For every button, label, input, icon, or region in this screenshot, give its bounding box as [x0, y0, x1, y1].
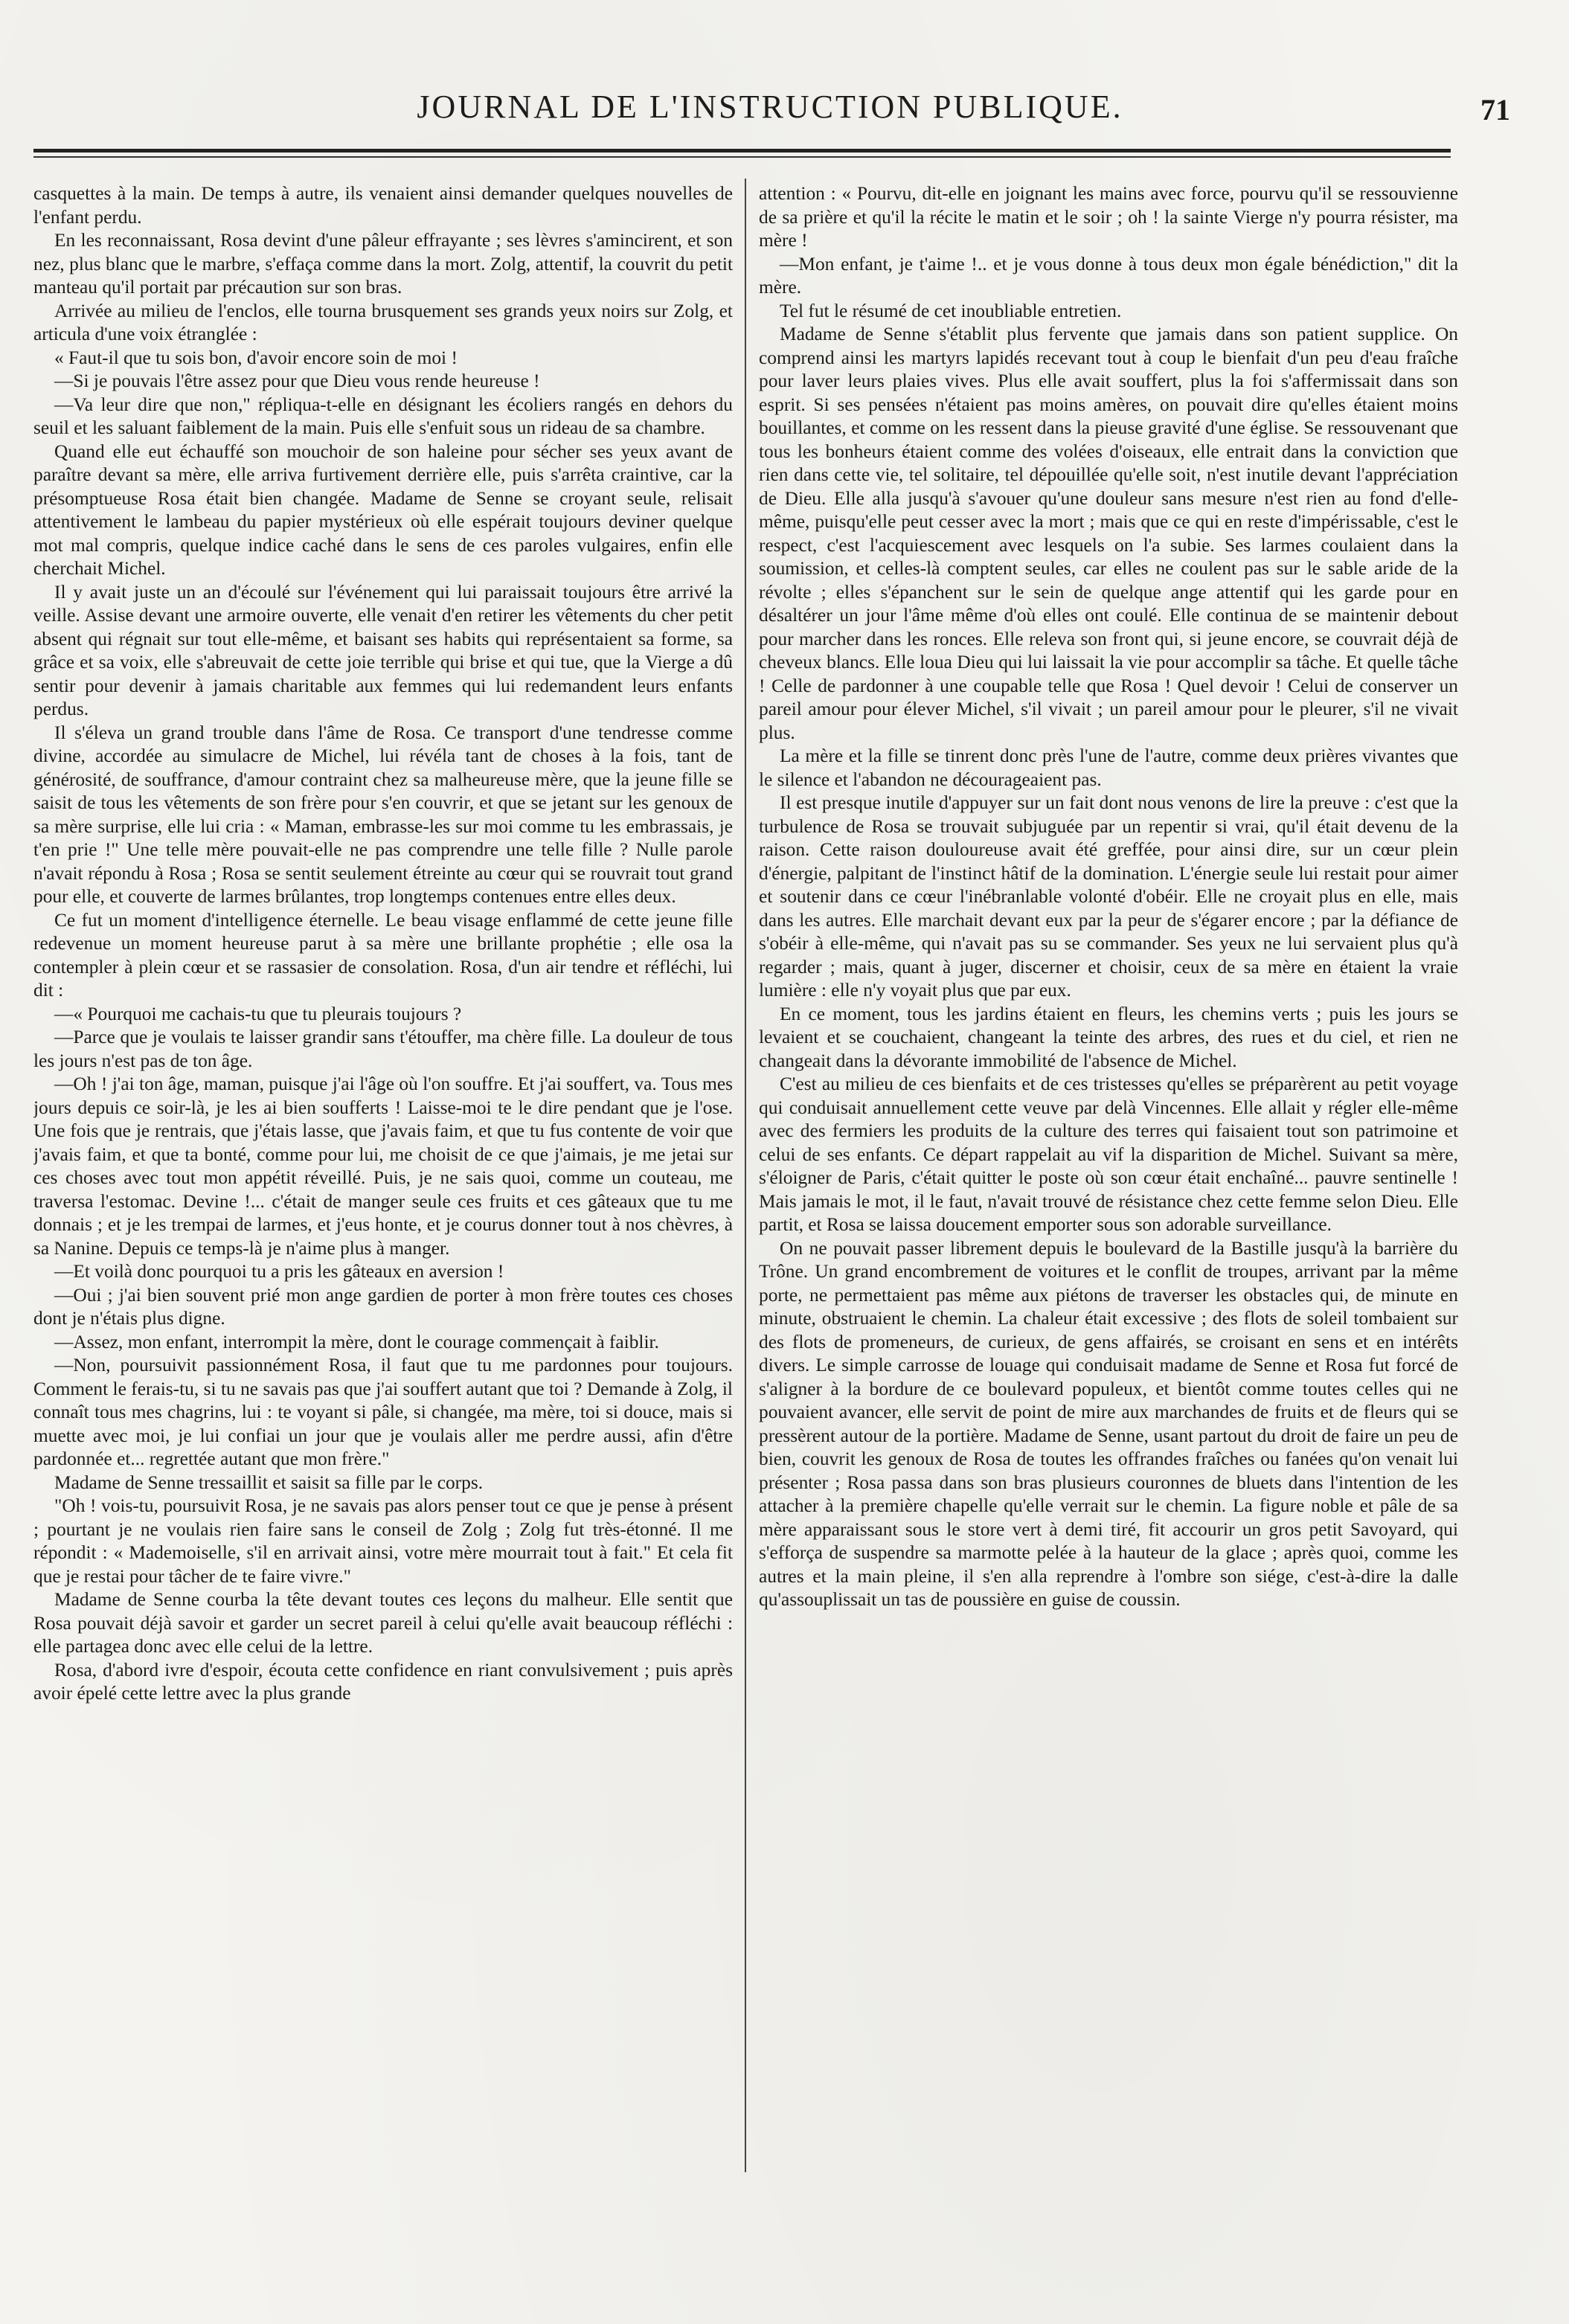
paragraph: En ce moment, tous les jardins étaient en fleurs, les chemins verts ; puis les jours se levaient et se couchaient, changeant la teinte des arbres, des rues et du ciel, et rien ne changeait dans la dévorante immobilité de l'absence de Michel. [759, 1003, 1458, 1071]
page-number: 71 [1480, 93, 1510, 126]
paragraph: —« Pourquoi me cachais-tu que tu pleurais toujours ? [54, 1003, 462, 1024]
paragraph: Il s'éleva un grand trouble dans l'âme de Rosa. Ce transport d'une tendresse comme divine, accordée au simulacre de Michel, lui révéla tant de choses à la fois, tant de générosité, de souffrance, d'amour contraint chez sa malheureuse mère, que la jeune fille se saisit de tous les vêtements de son frère pour s'en couvrir, et que se jetant sur les genoux de sa mère surprise, elle lui cria : « Maman, embrasse-les sur moi comme tu les embrassais, je t'en prie !" Une telle mère pouvait-elle ne pas comprendre une telle fille ? Nulle parole n'avait répondu à Rosa ; Rosa se sentit seulement étreinte au cœur qui se rouvrait tout grand pour elle, et couverte de larmes brûlantes, trop longtemps contenues entre elles deux. [33, 722, 733, 907]
paragraph: Quand elle eut échauffé son mouchoir de son haleine pour sécher ses yeux avant de paraître devant sa mère, elle arriva furtivement derrière elle, puis s'arrêta craintive, car la présomptueuse Rosa était bien changée. Madame de Senne se croyant seule, relisait attentivement le lambeau du papier mystérieux où elle espérait toujours deviner quelque mot mal compris, quelque indice caché dans le sens de ces paroles vulgaires, enfin elle cherchait Michel. [33, 440, 733, 579]
paragraph: Il y avait juste un an d'écoulé sur l'événement qui lui paraissait toujours être arrivé la veille. Assise devant une armoire ouverte, elle venait d'en retirer les vêtements du cher petit absent qui régnait sur tout elle-même, et baisant ses habits qui représentaient sa forme, sa grâce et sa voix, elle s'abreuvait de cette joie terrible qui brise et qui tue, que la Vierge a dû sentir pour devenir à jamais charitable aux femmes qui lui redemandent leurs enfants perdus. [33, 581, 733, 719]
paragraph: —Parce que je voulais te laisser grandir sans t'étouffer, ma chère fille. La douleur de tous les jours n'est pas de ton âge. [33, 1027, 733, 1071]
paragraph: Arrivée au milieu de l'enclos, elle tourna brusquement ses grands yeux noirs sur Zolg, et articula d'une voix étranglée : [33, 300, 733, 344]
paragraph: C'est au milieu de ces bienfaits et de ces tristesses qu'elles se préparèrent au petit voyage qui conduisait annuellement cette veuve par delà Vincennes. Elle allait y régler elle-même avec des fermiers les produits de la culture des terres qui faisaient tout son patrimoine et celui de ses enfants. Ce départ rappelait au vif la disparition de Michel. Suivant sa mère, s'éloigner de Paris, c'était quitter le poste où son cœur était enchaîné... pauvre sentinelle ! Mais jamais le mot, il le faut, n'avait trouvé de résistance chez cette femme selon Dieu. Elle partit, et Rosa se laissa doucement emporter sous son adorable surveillance. [759, 1073, 1458, 1235]
paragraph: —Oh ! j'ai ton âge, maman, puisque j'ai l'âge où l'on souffre. Et j'ai souffert, va. Tous mes jours depuis ce soir-là, je les ai bien soufferts ! Laisse-moi te le dire pendant que je l'ose. Une fois que je rentrais, que j'étais lasse, que j'avais faim, et que tu fus contente de voir que j'avais faim, et que ta bonté, comme pour lui, me choisit de ce que j'aimais, je me jetai sur ces choses avec tout mon appétit réveillé. Puis, je ne sais quoi, comme un couteau, me traversa l'estomac. Devine !... c'était de manger seule ces fruits et ces gâteaux que tu me donnais ; et je les trempai de larmes, et j'eus honte, et je courus donner tout à nos chèvres, à sa Nanine. Depuis ce temps-là je n'aime plus à manger. [33, 1073, 733, 1259]
journal-title: JOURNAL DE L'INSTRUCTION PUBLIQUE. [417, 89, 1123, 125]
paragraph: « Faut-il que tu sois bon, d'avoir encore soin de moi ! [54, 347, 458, 368]
paragraph: —Va leur dire que non," répliqua-t-elle en désignant les écoliers rangés en dehors du seuil et les saluant faiblement de la main. Puis elle s'enfuit sous un rideau de sa chambre. [33, 394, 733, 438]
paragraph: —Non, poursuivit passionnément Rosa, il faut que tu me pardonnes pour toujours. Comment le ferais-tu, si tu ne savais pas que j'ai souffert autant que toi ? Demande à Zolg, il connaît tous mes chagrins, lui : te voyant si pâle, si changée, ma mère, toi si douce, mais si muette avec moi, je lui confiai un jour que je voulais aller me perdre aussi, afin d'être pardonnée et... regrettée autant que mon frère." [33, 1355, 733, 1469]
paragraph: Il est presque inutile d'appuyer sur un fait dont nous venons de lire la preuve : c'est que la turbulence de Rosa se trouvait subjuguée par un repentir si vrai, qu'il était devenu de la raison. Cette raison douloureuse avait été greffée, pour ainsi dire, sur un cœur plein d'énergie, palpitant de l'instinct hâtif de la domination. L'énergie seule lui restait pour aimer et soutenir dans ce cœur l'inébranlable volonté d'obéir. Elle ne croyait plus en elle, mais dans les autres. Elle marchait devant eux par la peur de s'égarer encore ; par la défiance de s'obéir à elle-même, qui n'avait pas su se commander. Ses yeux ne lui servaient plus qu'à regarder ; mais, quant à juger, discerner et choisir, ceux de sa mère en étaient la vraie lumière : elle n'y voyait plus que par eux. [759, 792, 1458, 1001]
paragraph: attention : « Pourvu, dit-elle en joignant les mains avec force, pourvu qu'il se ressouvienne de sa prière et qu'il la récite le matin et le soir ; oh ! la sainte Vierge n'y pourra résister, ma mère ! [759, 183, 1458, 251]
paragraph: —Assez, mon enfant, interrompit la mère, dont le courage commençait à faiblir. [54, 1331, 659, 1352]
paragraph: —Si je pouvais l'être assez pour que Dieu vous rende heureuse ! [54, 370, 540, 391]
paragraph: "Oh ! vois-tu, poursuivit Rosa, je ne savais pas alors penser tout ce que je pense à présent ; pourtant je ne voulais rien faire sans le conseil de Zolg ; Zolg fut très-étonné. Il me répondit : « Mademoiselle, s'il en arrivait ainsi, votre mère mourrait tout à fait." Et cela fit que je restai pour tâcher de te faire vivre." [33, 1495, 733, 1587]
column-divider [745, 179, 746, 2172]
paragraph: Rosa, d'abord ivre d'espoir, écouta cette confidence en riant convulsivement ; puis après avoir épelé cette lettre avec la plus grande [33, 1659, 733, 1704]
header-rule-thin [33, 156, 1451, 158]
page-header [30, 82, 1510, 134]
paragraph: En les reconnaissant, Rosa devint d'une pâleur effrayante ; ses lèvres s'amincirent, et son nez, plus blanc que le marbre, s'effaça comme dans la mort. Zolg, attentif, la couvrit du petit manteau qu'il portait par précaution sur son bras. [33, 230, 733, 298]
paragraph: Madame de Senne courba la tête devant toutes ces leçons du malheur. Elle sentit que Rosa pouvait déjà savoir et garder un secret pareil à celui qu'elle avait beaucoup réfléchi : elle partagea donc avec elle celui de la lettre. [33, 1589, 733, 1657]
paragraph: Ce fut un moment d'intelligence éternelle. Le beau visage enflammé de cette jeune fille redevenue un moment heureuse parut à sa mère une brillante prophétie ; elle osa la contempler à plein cœur et se rassasier de consolation. Rosa, d'un air tendre et réfléchi, lui dit : [33, 909, 733, 1001]
paragraph: Madame de Senne tressaillit et saisit sa fille par le corps. [54, 1471, 484, 1493]
paragraph: La mère et la fille se tinrent donc près l'une de l'autre, comme deux prières vivantes que le silence et l'abandon ne décourageaient pas. [759, 745, 1458, 790]
right-column [759, 182, 1458, 2198]
paragraph: —Et voilà donc pourquoi tu a pris les gâteaux en aversion ! [54, 1261, 504, 1282]
paragraph: casquettes à la main. De temps à autre, ils venaient ainsi demander quelques nouvelles de l'enfant perdu. [33, 183, 733, 228]
left-column [33, 182, 733, 2198]
paragraph: —Mon enfant, je t'aime !.. et je vous donne à tous deux mon égale bénédiction," dit la mère. [759, 253, 1458, 298]
paragraph: On ne pouvait passer librement depuis le boulevard de la Bastille jusqu'à la barrière du Trône. Un grand encombrement de voitures et le conflit de troupes, arrivant par la même porte, ne permettaient pas même aux piétons de traverser les obstacles qui, de minute en minute, obstruaient le chemin. La chaleur était excessive ; des flots de soleil tombaient sur des flots de promeneurs, de curieux, de gens affairés, se croisant en sens et en intérêts divers. Le simple carrosse de louage qui conduisait madame de Senne et Rosa fut forcé de s'aligner à la bordure de ce boulevard populeux, et bientôt comme toutes celles qui ne pouvaient avancer, elle servit de point de mire aux marchandes de fruits et de fleurs qui se pressèrent autour de la portière. Madame de Senne, usant partout du droit de faire un peu de bien, couvrit les genoux de Rosa de toutes les offrandes fraîches ou fanées qu'on venait lui présenter ; Rosa passa dans son bras plusieurs couronnes de bluets dans l'intention de les attacher à la première chapelle qu'elle verrait sur le chemin. La figure noble et pâle de sa mère apparaissant sous le store vert à demi tiré, fit accourir un gros petit Savoyard, qui s'efforça de suspendre sa marmotte pelée à la hauteur de la glace ; après quoi, comme les autres et la main pleine, il s'en alla reprendre à l'ombre son siége, c'est-à-dire la dalle qu'assouplissait un tas de poussière en guise de coussin. [759, 1237, 1458, 1610]
paragraph: —Oui ; j'ai bien souvent prié mon ange gardien de porter à mon frère toutes ces choses dont je n'étais plus digne. [33, 1284, 733, 1329]
paragraph: Tel fut le résumé de cet inoubliable entretien. [780, 300, 1122, 321]
paragraph: Madame de Senne s'établit plus fervente que jamais dans son patient supplice. On comprend ainsi les martyrs lapidés recevant tout à coup le bienfait d'un peu d'eau fraîche pour laver leurs plaies vives. Plus elle avait souffert, plus la foi s'affermissait dans son esprit. Si ses pensées n'étaient pas moins amères, on pouvait dire qu'elles étaient moins bouillantes, et comme on les ressent dans la pieuse gravité d'une église. Se ressouvenant que tous les bonheurs étaient comme des volées d'oiseaux, elle entrait dans la conviction que rien dans cette vie, tel solitaire, tel dépouillée qu'elle soit, n'est inutile devant l'appréciation de Dieu. Elle alla jusqu'à s'avouer qu'une douleur sans mesure n'est rien au fond d'elle-même, puisqu'elle peut cesser avec la mort ; mais que ce qui en reste d'impérissable, c'est le respect, c'est l'acquiescement avec lesquels on l'a subie. Ses larmes coulaient dans la soumission, et celles-là comptent seules, car elles ne coulent pas sur le sable aride de la révolte ; elles s'épanchent sur le sein de quelque ange attentif qui les garde pour en désaltérer un jour l'âme même d'où elles ont coulé. Elle continua de se maintenir debout pour marcher dans les ronces. Elle releva son front qui, si jeune encore, se couvrait déjà de cheveux blancs. Elle loua Dieu qui lui laissait la vie pour accomplir sa tâche. Et quelle tâche ! Celle de pardonner à une coupable telle que Rosa ! Quel devoir ! Celui de conserver un pareil amour pour élever Michel, s'il vivait ; un pareil amour pour le pleurer, s'il ne vivait plus. [759, 324, 1458, 743]
header-rule-thick [33, 149, 1451, 153]
